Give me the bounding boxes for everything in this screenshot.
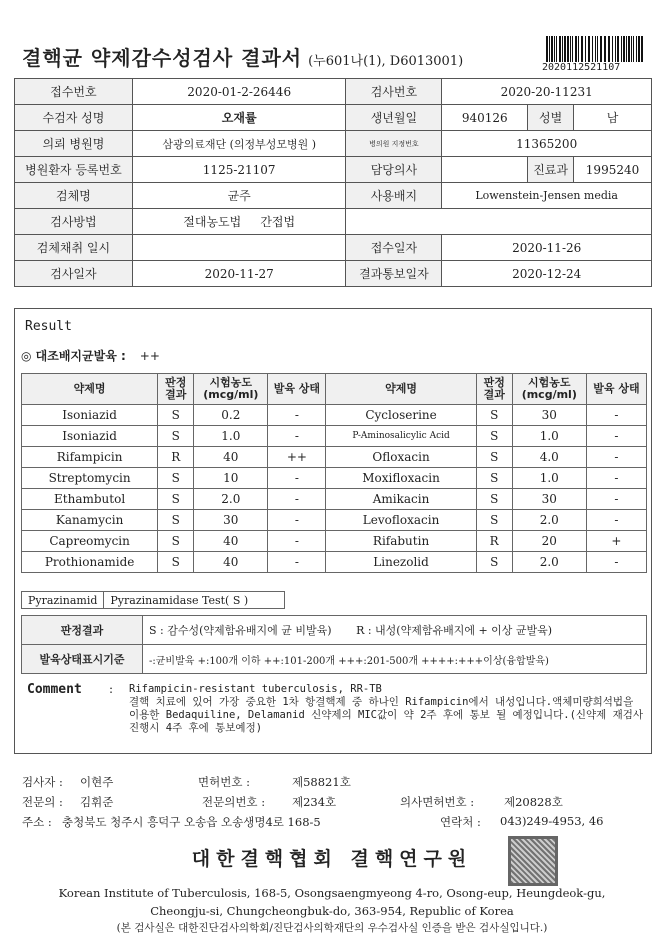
test-no: 2020-20-11231 [442,79,652,105]
result-section [14,308,652,754]
drug-cell-growth: ++ [268,447,326,468]
barcode [546,36,644,62]
form-code: (누601나(1), D6013001) [308,54,464,69]
drug-cell-drug: Capreomycin [22,531,158,552]
drug-cell-growth: - [268,510,326,531]
drug-cell-drug: Isoniazid [22,405,158,426]
license-label: 면허번호 : [198,775,250,789]
barcode-bar [554,36,555,62]
pza-label: Pyrazinamid [22,592,104,609]
drug-cell-verdict: S [158,468,194,489]
phone-label: 연락처 : [440,815,481,829]
header-verdict-right: 판정 결과 [476,374,512,405]
drug-cell-verdict: S [476,489,512,510]
collect-date [132,235,346,261]
barcode-bar [615,36,616,62]
header-drug-right: 약제명 [326,374,476,405]
drug-cell-growth: - [586,552,646,573]
hospital: 삼광의료재단 (의정부성모병원 ) [132,131,346,157]
drug-cell-growth: - [268,468,326,489]
organization-address-en [0,884,664,920]
pza-value: Pyrazinamidase Test( S ) [104,592,285,609]
barcode-bar [633,36,634,62]
report-title [22,42,463,71]
patient-info-table [14,78,652,287]
growth-legend: -:균비발육 +:100개 이하 ++:101-200개 +++:201-500개 ++++:+++이상(융합발육) [143,645,647,674]
method-2: 간접법 [260,215,296,229]
growth-legend-label: 발육상태표시기준 [22,645,143,674]
method [132,209,346,235]
comment-line-2: 결핵 치료에 있어 가장 중요한 1차 항결핵제 중 하나인 Rifampicin에서 내성입니다.액체미량희석법을 이용한 Bedaquiline, Delamanid 신약제의 MIC값이 약 2주 후에 통보 될 예정입니다.(신약제 재검사 진행시 4주 후에 통보예정) [129,696,644,734]
barcode-bar [556,36,557,62]
specialist-name: 김휘준 [80,795,114,809]
barcode-bar [623,36,625,62]
barcode-bar [585,36,586,62]
drug-cell-conc: 1.0 [194,426,268,447]
phone: 043)249-4953, 46 [500,814,604,828]
address: 충청북도 청주시 흥덕구 오송읍 오송생명4로 168-5 [62,815,321,829]
drug-row [22,447,647,468]
report-date: 2020-12-24 [442,261,652,287]
barcode-bar [581,36,583,62]
sex: 남 [574,105,652,131]
certification-footer: (본 검사실은 대한진단검사의학회/진단검사의학재단의 우수검사실 인증을 받은 검사실입니다.) [116,922,548,934]
drug-cell-drug: Ofloxacin [326,447,476,468]
chart-no-label: 병원환자 등록번호 [15,157,133,183]
specialist-label: 전문의 : [22,795,63,809]
barcode-bar [626,36,627,62]
barcode-bar [621,36,622,62]
control-label: ◎ 대조배지균발육 : [21,349,126,363]
receipt-no: 2020-01-2-26446 [132,79,346,105]
drug-cell-conc: 2.0 [194,489,268,510]
report-date-label: 결과통보일자 [346,261,442,287]
org-en-line-2: Cheongju-si, Chungcheongbuk-do, 363-954, Republic of Korea [150,904,514,918]
drug-cell-conc: 4.0 [512,447,586,468]
verdict-legend-table [21,615,647,674]
drug-cell-verdict: S [158,489,194,510]
comment-body [129,683,649,735]
drug-cell-conc: 10 [194,468,268,489]
header-conc-left: 시험농도 (mcg/ml) [194,374,268,405]
drug-row [22,489,647,510]
sex-label: 성별 [528,105,574,131]
drug-cell-verdict: S [158,510,194,531]
tester-name: 이현주 [80,775,114,789]
barcode-bar [600,36,602,62]
organization-name-ko: 대한결핵협회 결핵연구원 [191,848,473,870]
drug-cell-verdict: R [158,447,194,468]
hospital-code-label: 병의원 지정번호 [346,131,442,157]
drug-cell-verdict: R [476,531,512,552]
drug-cell-growth: - [268,552,326,573]
collect-date-label: 검체채취 일시 [15,235,133,261]
dob: 940126 [442,105,528,131]
barcode-bar [588,36,590,62]
verdict-legend [143,616,647,645]
drug-cell-verdict: S [476,426,512,447]
drug-cell-drug: Linezolid [326,552,476,573]
drug-cell-drug: Isoniazid [22,426,158,447]
tester-label: 검사자 : [22,775,63,789]
drug-cell-verdict: S [476,510,512,531]
receive-date-label: 접수일자 [346,235,442,261]
header-drug-left: 약제명 [22,374,158,405]
drug-cell-conc: 30 [512,405,586,426]
receipt-no-label: 접수번호 [15,79,133,105]
barcode-bar [597,36,598,62]
dept: 1995240 [574,157,652,183]
drug-cell-growth: - [586,468,646,489]
barcode-bar [628,36,630,62]
header-growth-left: 발육 상태 [268,374,326,405]
barcode-bar [578,36,579,62]
drug-cell-conc: 0.2 [194,405,268,426]
barcode-bar [564,36,566,62]
method-blank [346,209,652,235]
verdict-r: R : 내성(약제함유배지에 + 이상 균발육) [356,624,553,637]
license-number: 제58821호 [292,775,351,789]
drug-cell-conc: 40 [194,447,268,468]
drug-cell-verdict: S [158,405,194,426]
comment-line-1: Rifampicin-resistant tuberculosis, RR-TB [129,683,382,695]
official-seal-icon [508,836,558,886]
patient-name-label: 수검자 성명 [15,105,133,131]
header-growth-right: 발육 상태 [586,374,646,405]
barcode-bar [562,36,564,62]
barcode-bar [636,36,637,62]
drug-row [22,552,647,573]
drug-row [22,426,647,447]
verdict-label: 판정결과 [22,616,143,645]
drug-cell-verdict: S [476,405,512,426]
barcode-bar [641,36,643,62]
comment-colon: : [109,682,114,696]
drug-cell-growth: - [586,426,646,447]
hospital-label: 의뢰 병원명 [15,131,133,157]
drug-cell-drug: Rifabutin [326,531,476,552]
drug-cell-conc: 30 [512,489,586,510]
test-date: 2020-11-27 [132,261,346,287]
header-conc-right: 시험농도 (mcg/ml) [512,374,586,405]
drug-cell-drug: Kanamycin [22,510,158,531]
control-value: ++ [139,349,160,363]
drug-row [22,405,647,426]
receive-date: 2020-11-26 [442,235,652,261]
drug-cell-drug: Streptomycin [22,468,158,489]
drug-cell-growth: - [586,405,646,426]
barcode-bar [549,36,550,62]
barcode-bar [592,36,593,62]
drug-cell-conc: 40 [194,531,268,552]
barcode-bar [546,36,548,62]
drug-cell-growth: - [586,447,646,468]
specialist-number: 제234호 [292,795,337,809]
patient-name: 오재률 [132,105,346,131]
barcode-bar [570,36,571,62]
barcode-bar [604,36,606,62]
control-growth [21,347,160,364]
barcode-bar [567,36,569,62]
drug-cell-conc: 1.0 [512,468,586,489]
test-no-label: 검사번호 [346,79,442,105]
result-title: Result [25,319,72,334]
drug-row [22,531,647,552]
drug-cell-growth: - [268,426,326,447]
hospital-code: 11365200 [442,131,652,157]
drug-row [22,510,647,531]
medium: Lowenstein-Jensen media [442,183,652,209]
drug-cell-verdict: S [158,426,194,447]
drug-cell-growth: - [586,489,646,510]
title-text: 결핵균 약제감수성검사 결과서 [22,46,303,70]
method-label: 검사방법 [15,209,133,235]
drug-cell-verdict: S [476,468,512,489]
drug-cell-verdict: S [476,552,512,573]
chart-no: 1125-21107 [132,157,346,183]
drug-cell-drug: Levofloxacin [326,510,476,531]
verdict-s: S : 감수성(약제함유배지에 균 비발육) [149,624,332,637]
drug-cell-conc: 2.0 [512,552,586,573]
drug-cell-growth: - [268,405,326,426]
drug-cell-drug: Moxifloxacin [326,468,476,489]
comment-label: Comment [27,682,82,697]
drug-cell-drug: Ethambutol [22,489,158,510]
barcode-bar [551,36,553,62]
barcode-bar [608,36,610,62]
drug-cell-growth: - [268,531,326,552]
barcode-bar [595,36,596,62]
barcode-bar [631,36,632,62]
drug-susceptibility-table [21,373,647,573]
barcode-bar [559,36,560,62]
pyrazinamide-table [21,591,285,609]
drug-cell-verdict: S [476,447,512,468]
drug-cell-verdict: S [158,531,194,552]
drug-cell-verdict: S [158,552,194,573]
dept-label: 진료과 [528,157,574,183]
drug-cell-conc: 1.0 [512,426,586,447]
specimen: 균주 [132,183,346,209]
doctor [442,157,528,183]
address-label: 주소 : [22,815,52,829]
drug-cell-conc: 40 [194,552,268,573]
doctor-license-number: 제20828호 [504,795,563,809]
drug-cell-drug: Cycloserine [326,405,476,426]
specialist-no-label: 전문의번호 : [202,795,266,809]
barcode-number: 2020112521107 [542,62,621,73]
drug-cell-conc: 20 [512,531,586,552]
method-1: 절대농도법 [183,215,242,229]
medium-label: 사용배지 [346,183,442,209]
drug-cell-drug: Rifampicin [22,447,158,468]
drug-cell-conc: 30 [194,510,268,531]
drug-cell-drug: Amikacin [326,489,476,510]
drug-cell-drug: P-Aminosalicylic Acid [326,426,476,447]
doctor-label: 담당의사 [346,157,442,183]
barcode-bar [575,36,576,62]
header-verdict-left: 판정 결과 [158,374,194,405]
drug-cell-growth: - [268,489,326,510]
barcode-bar [572,36,573,62]
drug-cell-conc: 2.0 [512,510,586,531]
barcode-bar [612,36,613,62]
drug-cell-growth: + [586,531,646,552]
barcode-bar [617,36,618,62]
drug-cell-drug: Prothionamide [22,552,158,573]
barcode-bar [638,36,640,62]
test-date-label: 검사일자 [15,261,133,287]
dob-label: 생년월일 [346,105,442,131]
drug-cell-growth: - [586,510,646,531]
org-en-line-1: Korean Institute of Tuberculosis, 168-5, Osongsaengmyeong 4-ro, Osong-eup, Heungdeok-gu, [58,886,606,900]
specimen-label: 검체명 [15,183,133,209]
drug-row [22,468,647,489]
doctor-license-label: 의사면허번호 : [400,795,475,809]
